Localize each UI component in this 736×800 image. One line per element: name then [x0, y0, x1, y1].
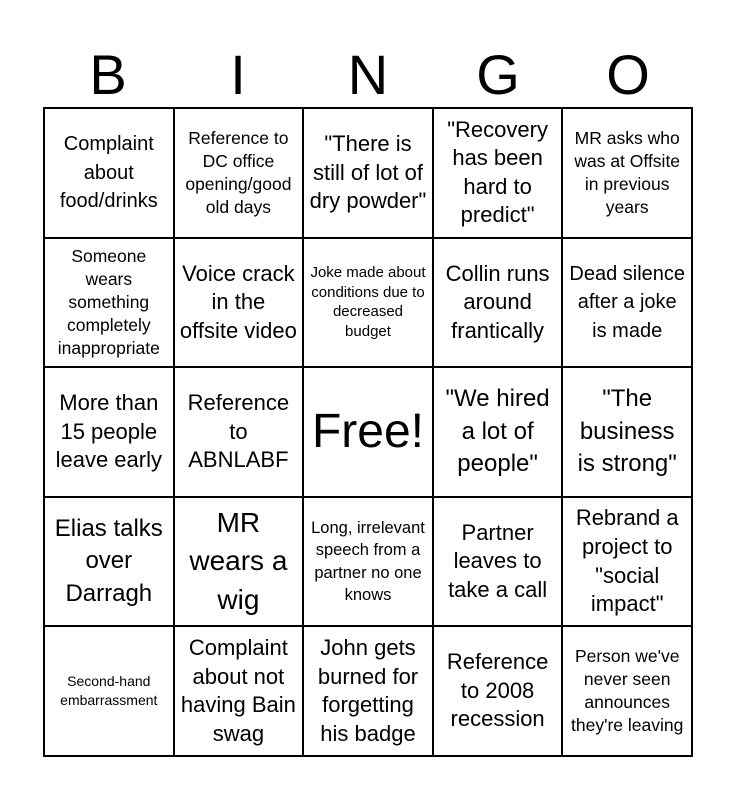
bingo-cell[interactable]: [44, 626, 174, 756]
cell-text: More than 15 people leave early: [55, 390, 162, 473]
cell-text: Elias talks over Darragh: [54, 515, 163, 607]
bingo-cell[interactable]: [433, 626, 563, 756]
bingo-cell[interactable]: [44, 367, 174, 497]
cell-text: John gets burned for forgetting his badge: [317, 635, 419, 746]
bingo-cell[interactable]: [433, 497, 563, 627]
bingo-cell[interactable]: [174, 626, 304, 756]
cell-text: Voice crack in the offsite video: [179, 260, 297, 343]
cell-text: Long, irrelevant speech from a partner no one knows: [311, 519, 425, 604]
bingo-cell[interactable]: [174, 238, 304, 368]
cell-text: "There is still of lot of dry powder": [309, 130, 427, 214]
free-space[interactable]: [303, 367, 433, 497]
bingo-cell[interactable]: [174, 108, 304, 238]
cell-text: Joke made about conditions due to decreased budget: [310, 264, 426, 340]
cell-text: "Recovery has been hard to predict": [447, 116, 548, 228]
cell-text: Second-hand embarrassment: [60, 672, 158, 709]
cell-text: Reference to 2008 recession: [446, 649, 549, 732]
cell-text: Person we've never seen announces they're leaving: [571, 646, 684, 736]
bingo-cell[interactable]: [174, 497, 304, 627]
bingo-cell[interactable]: [174, 367, 304, 497]
bingo-cell[interactable]: [433, 367, 563, 497]
bingo-cell[interactable]: [433, 108, 563, 238]
bingo-cell[interactable]: [562, 238, 692, 368]
header-letter-n: N: [347, 43, 389, 106]
bingo-cell[interactable]: [433, 238, 563, 368]
header-letter-g: G: [476, 43, 520, 106]
cell-text: Rebrand a project to "social impact": [575, 505, 679, 617]
bingo-cell[interactable]: [562, 108, 692, 238]
bingo-cell[interactable]: [303, 626, 433, 756]
bingo-cell[interactable]: [303, 238, 433, 368]
bingo-cell[interactable]: [44, 108, 174, 238]
free-label: Free!: [311, 404, 424, 458]
header-letter-i: I: [230, 43, 246, 106]
cell-text: "The business is strong": [577, 385, 677, 478]
bingo-cell[interactable]: [562, 497, 692, 627]
cell-text: Collin runs around frantically: [445, 260, 550, 343]
cell-text: Partner leaves to take a call: [448, 519, 548, 602]
cell-text: Someone wears something completely inappropriate: [57, 245, 160, 359]
bingo-cell[interactable]: [44, 497, 174, 627]
header-letter-b: B: [89, 43, 127, 106]
cell-text: MR asks who was at Offsite in previous years: [574, 127, 681, 217]
cell-text: "We hired a lot of people": [445, 385, 550, 478]
cell-text: MR wears a wig: [189, 506, 288, 615]
bingo-cell[interactable]: [303, 108, 433, 238]
cell-text: Reference to ABNLABF: [187, 390, 290, 473]
cell-text: Dead silence after a joke is made: [569, 262, 685, 342]
bingo-cell[interactable]: [303, 497, 433, 627]
bingo-cell[interactable]: [562, 367, 692, 497]
bingo-header: [43, 44, 693, 106]
cell-text: Complaint about not having Bain swag: [180, 635, 296, 746]
cell-text: Reference to DC office opening/good old days: [185, 127, 292, 217]
bingo-cell[interactable]: [44, 238, 174, 368]
bingo-cell[interactable]: [562, 626, 692, 756]
cell-text: Complaint about food/drinks: [59, 133, 158, 212]
bingo-card: [43, 107, 693, 757]
header-letter-o: O: [606, 43, 650, 106]
